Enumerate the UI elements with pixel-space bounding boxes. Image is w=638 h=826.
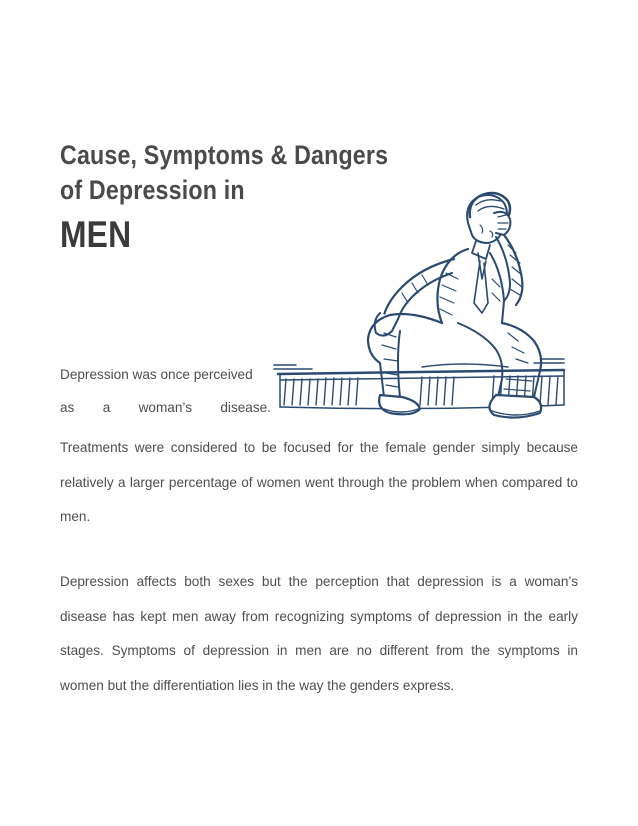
paragraph-1-body: Treatments were considered to be focused for the female gender simply because relatively a larger percentage of women went through the problem when compared to men.	[60, 440, 578, 524]
paragraph-1-line-1: Depression was once perceived	[60, 367, 253, 382]
sad-man-sitting-sketch-icon	[272, 183, 572, 429]
paragraph-2: Depression affects both sexes but the perception that depression is a woman’s disease has kept men away from recognizing symptoms of depression in the early stages. Symptoms of depression in men are no different from the symptoms in women but the differentiation lies in the way the genders express.	[60, 574, 578, 693]
paragraph-1-word: woman’s	[138, 400, 193, 415]
paragraph-1-word: as	[60, 400, 75, 415]
paragraph-1-line-2	[60, 399, 271, 417]
paragraph-1-word: a	[102, 400, 111, 415]
title-line-3: MEN	[60, 214, 132, 255]
paragraph-1-word: disease.	[220, 400, 271, 415]
title-line-2: of Depression in	[60, 175, 245, 205]
title-line-1: Cause, Symptoms & Dangers	[60, 140, 389, 170]
